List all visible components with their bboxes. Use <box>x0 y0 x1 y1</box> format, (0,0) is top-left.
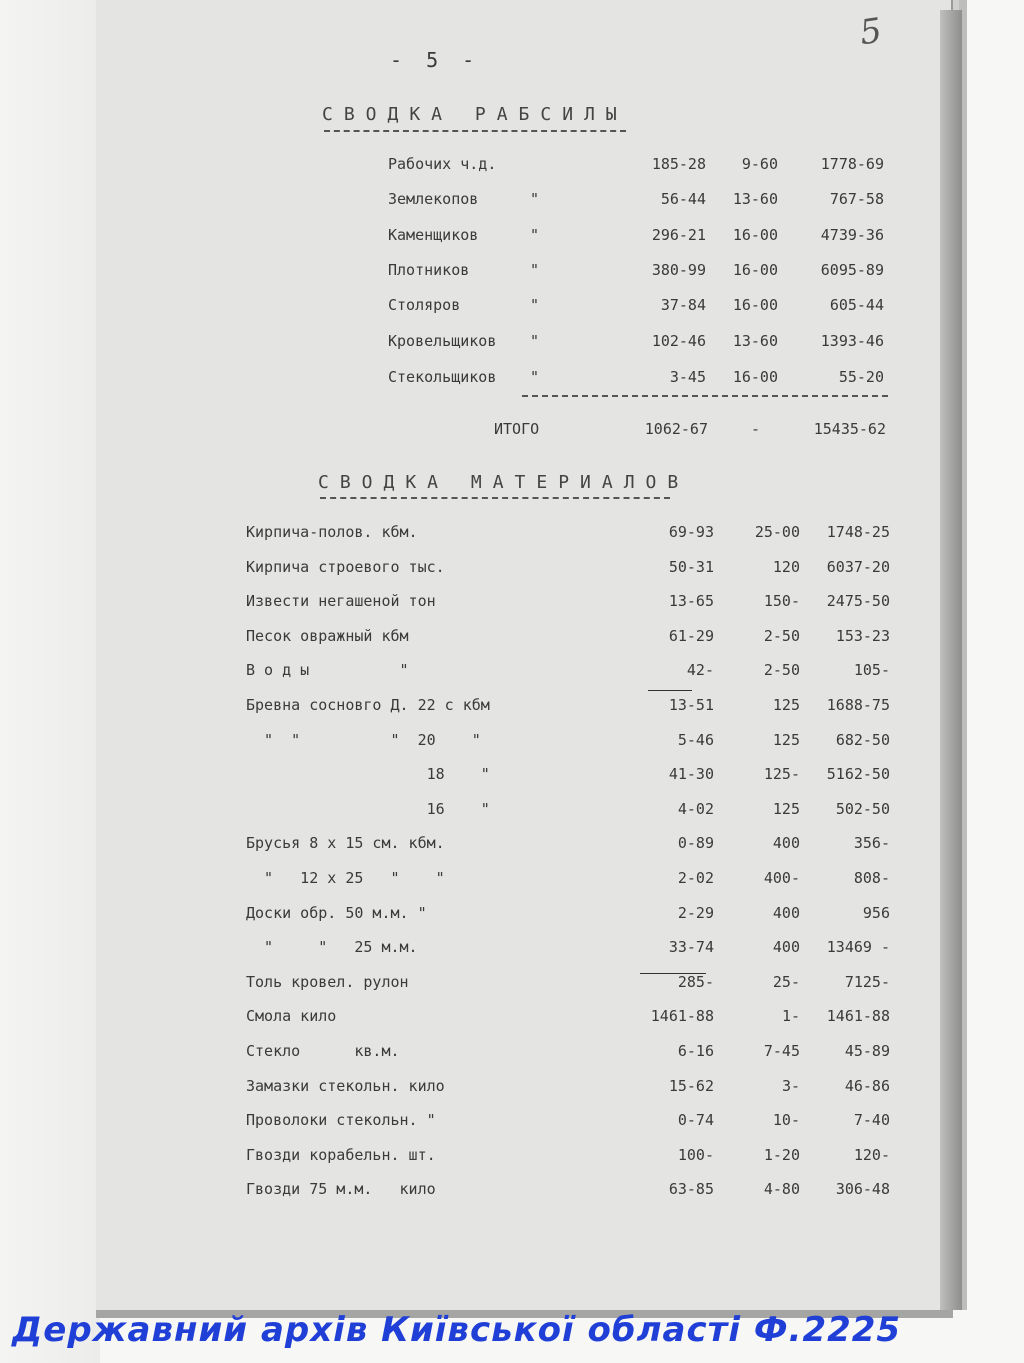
material-price: 10- <box>772 1111 800 1129</box>
material-qty: 1461-88 <box>650 1007 714 1025</box>
material-qty: 5-46 <box>677 731 714 749</box>
material-row <box>0 973 1024 1003</box>
material-row <box>0 1146 1024 1176</box>
ditto-mark: " <box>530 226 540 244</box>
labor-row <box>0 190 1024 220</box>
ditto-mark: " <box>530 261 540 279</box>
labor-role: Кровельщиков <box>388 332 497 350</box>
material-name: Гвозди 75 м.м. кило <box>246 1180 436 1198</box>
labor-sum: 6095-89 <box>820 261 884 279</box>
material-sum: 5162-50 <box>826 765 890 783</box>
materials-title-underline <box>320 497 670 499</box>
labor-qty: 3-45 <box>669 368 706 386</box>
material-price: 7-45 <box>763 1042 800 1060</box>
material-sum: 1748-25 <box>826 523 890 541</box>
material-sum: 682-50 <box>835 731 890 749</box>
material-name: Проволоки стекольн. " <box>246 1111 436 1129</box>
labor-title-underline <box>324 130 626 132</box>
labor-row <box>0 296 1024 326</box>
material-price: 150- <box>763 592 800 610</box>
material-sum: 1688-75 <box>826 696 890 714</box>
material-row <box>0 731 1024 761</box>
material-name: Доски обр. 50 м.м. " <box>246 904 427 922</box>
material-qty: 13-65 <box>668 592 714 610</box>
material-name: Брусья 8 х 15 см. кбм. <box>246 834 445 852</box>
material-name: Смола кило <box>246 1007 337 1025</box>
material-name: Стекло кв.м. <box>246 1042 400 1060</box>
material-row <box>0 558 1024 588</box>
material-qty: 33-74 <box>668 938 714 956</box>
material-name: Толь кровел. рулон <box>246 973 409 991</box>
material-price: 2-50 <box>763 627 800 645</box>
material-name: Бревна сосновго Д. 22 с кбм <box>246 696 490 714</box>
material-price: 400 <box>772 904 800 922</box>
material-name: Замазки стекольн. кило <box>246 1077 445 1095</box>
total-label: ИТОГО <box>494 420 540 438</box>
labor-row <box>0 155 1024 185</box>
labor-row <box>0 368 1024 398</box>
material-name: В о д ы " <box>246 661 409 679</box>
labor-rate: 13-60 <box>732 190 778 208</box>
pen-mark <box>640 973 706 974</box>
material-price: 25- <box>772 973 800 991</box>
material-qty: 6-16 <box>677 1042 714 1060</box>
material-sum: 502-50 <box>835 800 890 818</box>
labor-role: Стекольщиков <box>388 368 497 386</box>
material-sum: 45-89 <box>844 1042 890 1060</box>
labor-qty: 380-99 <box>651 261 706 279</box>
material-qty: 41-30 <box>668 765 714 783</box>
labor-rate: 13-60 <box>732 332 778 350</box>
labor-qty: 296-21 <box>651 226 706 244</box>
labor-row <box>0 261 1024 291</box>
material-name: " " " 20 " <box>246 731 481 749</box>
material-qty: 285- <box>677 973 714 991</box>
material-row <box>0 904 1024 934</box>
material-price: 125 <box>772 800 800 818</box>
material-sum: 46-86 <box>844 1077 890 1095</box>
material-name: 16 " <box>246 800 490 818</box>
labor-summary-title: СВОДКА РАБСИЛЫ <box>322 104 628 125</box>
material-sum: 13469 - <box>826 938 890 956</box>
material-row <box>0 800 1024 830</box>
material-row <box>0 1077 1024 1107</box>
material-name: Песок овражный кбм <box>246 627 409 645</box>
labor-total-row <box>0 420 1024 450</box>
material-row <box>0 592 1024 622</box>
labor-role: Рабочих ч.д. <box>388 155 497 173</box>
material-qty: 0-74 <box>677 1111 714 1129</box>
labor-row <box>0 226 1024 256</box>
labor-qty: 37-84 <box>660 296 706 314</box>
material-price: 400 <box>772 938 800 956</box>
material-qty: 69-93 <box>668 523 714 541</box>
ditto-mark: " <box>530 190 540 208</box>
material-sum: 153-23 <box>835 627 890 645</box>
labor-row <box>0 332 1024 362</box>
material-price: 4-80 <box>763 1180 800 1198</box>
material-qty: 61-29 <box>668 627 714 645</box>
labor-total-divider <box>522 395 888 397</box>
material-row <box>0 869 1024 899</box>
material-name: Кирпича-полов. кбм. <box>246 523 418 541</box>
material-name: Кирпича строевого тыс. <box>246 558 445 576</box>
material-sum: 105- <box>853 661 890 679</box>
labor-sum: 4739-36 <box>820 226 884 244</box>
labor-role: Столяров <box>388 296 461 314</box>
material-qty: 42- <box>686 661 714 679</box>
material-row <box>0 627 1024 657</box>
material-price: 1-20 <box>763 1146 800 1164</box>
material-price: 120 <box>772 558 800 576</box>
labor-rate: 16-00 <box>732 368 778 386</box>
labor-sum: 1393-46 <box>820 332 884 350</box>
ditto-mark: " <box>530 332 540 350</box>
material-sum: 1461-88 <box>826 1007 890 1025</box>
material-price: 2-50 <box>763 661 800 679</box>
material-name: Гвозди корабельн. шт. <box>246 1146 436 1164</box>
material-sum: 120- <box>853 1146 890 1164</box>
material-price: 125- <box>763 765 800 783</box>
material-price: 125 <box>772 731 800 749</box>
labor-role: Землекопов <box>388 190 479 208</box>
material-price: 25-00 <box>754 523 800 541</box>
labor-role: Каменщиков <box>388 226 479 244</box>
material-sum: 956 <box>862 904 890 922</box>
materials-summary-title: СВОДКА МАТЕРИАЛОВ <box>318 472 690 493</box>
material-name: " " 25 м.м. <box>246 938 418 956</box>
labor-qty: 185-28 <box>651 155 706 173</box>
labor-rate: 16-00 <box>732 296 778 314</box>
labor-rate: 9-60 <box>741 155 778 173</box>
material-sum: 7125- <box>844 973 890 991</box>
material-name: Извести негашеной тон <box>246 592 436 610</box>
material-row <box>0 1007 1024 1037</box>
material-row <box>0 1180 1024 1210</box>
labor-rate: 16-00 <box>732 226 778 244</box>
material-sum: 2475-50 <box>826 592 890 610</box>
material-sum: 306-48 <box>835 1180 890 1198</box>
material-row <box>0 834 1024 864</box>
material-row <box>0 523 1024 553</box>
total-price: - <box>750 420 760 438</box>
labor-rate: 16-00 <box>732 261 778 279</box>
material-price: 400 <box>772 834 800 852</box>
material-row <box>0 1111 1024 1141</box>
material-price: 3- <box>781 1077 800 1095</box>
material-row <box>0 938 1024 968</box>
material-row <box>0 661 1024 691</box>
ditto-mark: " <box>530 296 540 314</box>
material-qty: 15-62 <box>668 1077 714 1095</box>
material-name: 18 " <box>246 765 490 783</box>
archive-caption: Державний архів Київської області Ф.2225 <box>12 1310 902 1350</box>
material-sum: 808- <box>853 869 890 887</box>
material-row <box>0 1042 1024 1072</box>
labor-role: Плотников <box>388 261 470 279</box>
total-sum: 15435-62 <box>813 420 886 438</box>
page-number: - 5 - <box>390 48 481 72</box>
labor-sum: 55-20 <box>838 368 884 386</box>
handwritten-page-mark: 5 <box>857 10 885 54</box>
labor-qty: 56-44 <box>660 190 706 208</box>
material-row <box>0 696 1024 726</box>
material-qty: 13-51 <box>668 696 714 714</box>
material-sum: 6037-20 <box>826 558 890 576</box>
labor-qty: 102-46 <box>651 332 706 350</box>
material-price: 125 <box>772 696 800 714</box>
material-qty: 2-02 <box>677 869 714 887</box>
material-qty: 63-85 <box>668 1180 714 1198</box>
material-qty: 2-29 <box>677 904 714 922</box>
material-price: 400- <box>763 869 800 887</box>
material-name: " 12 х 25 " " <box>246 869 445 887</box>
material-sum: 7-40 <box>853 1111 890 1129</box>
total-qty: 1062-67 <box>644 420 708 438</box>
material-sum: 356- <box>853 834 890 852</box>
material-qty: 0-89 <box>677 834 714 852</box>
ditto-mark: " <box>530 368 540 386</box>
labor-sum: 1778-69 <box>820 155 884 173</box>
labor-sum: 767-58 <box>829 190 884 208</box>
material-row <box>0 765 1024 795</box>
labor-sum: 605-44 <box>829 296 884 314</box>
material-qty: 50-31 <box>668 558 714 576</box>
material-qty: 100- <box>677 1146 714 1164</box>
material-price: 1- <box>781 1007 800 1025</box>
pen-mark <box>648 690 692 691</box>
material-qty: 4-02 <box>677 800 714 818</box>
